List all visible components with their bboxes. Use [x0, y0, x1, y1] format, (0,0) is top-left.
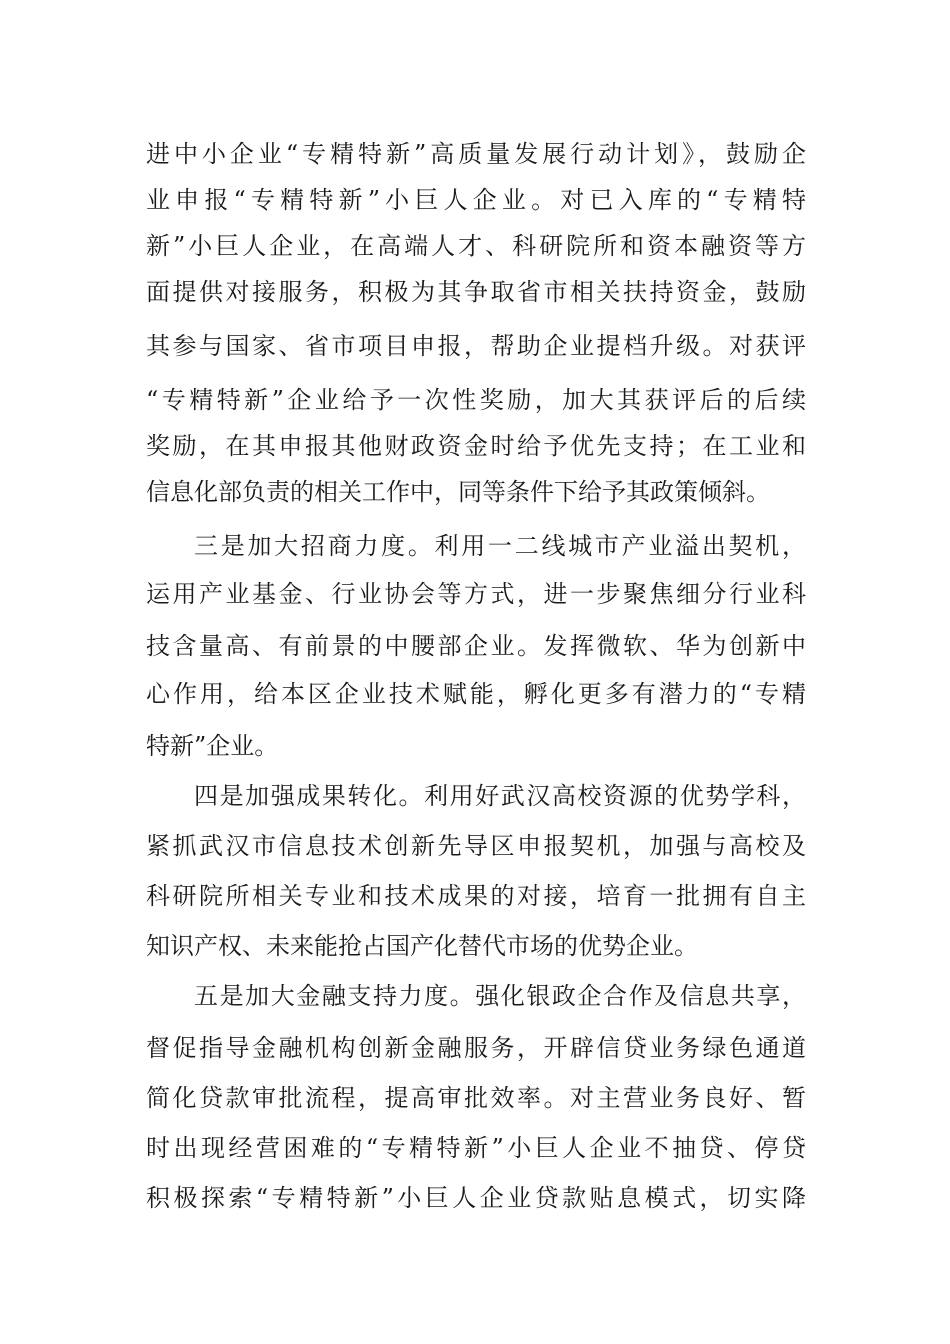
paragraph-start-line: 三是加大招商力度。利用一二线城市产业溢出契机， [194, 532, 806, 560]
text-line: 奖励，在其申报其他财政资金时给予优先支持；在工业和 [146, 432, 806, 460]
text-line: 特新”企业。 [146, 732, 279, 760]
text-line: 心作用，给本区企业技术赋能，孵化更多有潜力的“专精 [146, 680, 806, 708]
text-line: 科研院所相关专业和技术成果的对接，培育一批拥有自主 [146, 882, 806, 910]
text-line: 简化贷款审批流程，提高审批效率。对主营业务良好、暂 [146, 1084, 806, 1112]
text-line: 业申报“专精特新”小巨人企业。对已入库的“专精特 [146, 186, 806, 214]
text-line: 新”小巨人企业，在高端人才、科研院所和资本融资等方 [146, 232, 806, 260]
text-line: 紧抓武汉市信息技术创新先导区申报契机，加强与高校及 [146, 832, 806, 860]
text-line: 积极探索“专精特新”小巨人企业贷款贴息模式，切实降 [146, 1184, 806, 1212]
text-line: 进中小企业“专精特新”高质量发展行动计划》，鼓励企 [146, 140, 806, 168]
text-line: 技含量高、有前景的中腰部企业。发挥微软、华为创新中 [146, 632, 806, 660]
text-line: 运用产业基金、行业协会等方式，进一步聚焦细分行业科 [146, 580, 806, 608]
text-line: 其参与国家、省市项目申报，帮助企业提档升级。对获评 [146, 332, 806, 360]
text-line: 时出现经营困难的“专精特新”小巨人企业不抽贷、停贷 [146, 1134, 806, 1162]
paragraph-start-line: 四是加强成果转化。利用好武汉高校资源的优势学科， [194, 782, 806, 810]
text-line: 面提供对接服务，积极为其争取省市相关扶持资金，鼓励 [146, 278, 806, 306]
text-line: “专精特新”企业给予一次性奖励，加大其获评后的后续 [146, 386, 806, 414]
text-line: 督促指导金融机构创新金融服务，开辟信贷业务绿色通道 [146, 1034, 806, 1062]
text-line: 知识产权、未来能抢占国产化替代市场的优势企业。 [146, 932, 698, 960]
paragraph-start-line: 五是加大金融支持力度。强化银政企合作及信息共享， [194, 982, 806, 1010]
text-line: 信息化部负责的相关工作中，同等条件下给予其政策倾斜。 [146, 478, 770, 506]
